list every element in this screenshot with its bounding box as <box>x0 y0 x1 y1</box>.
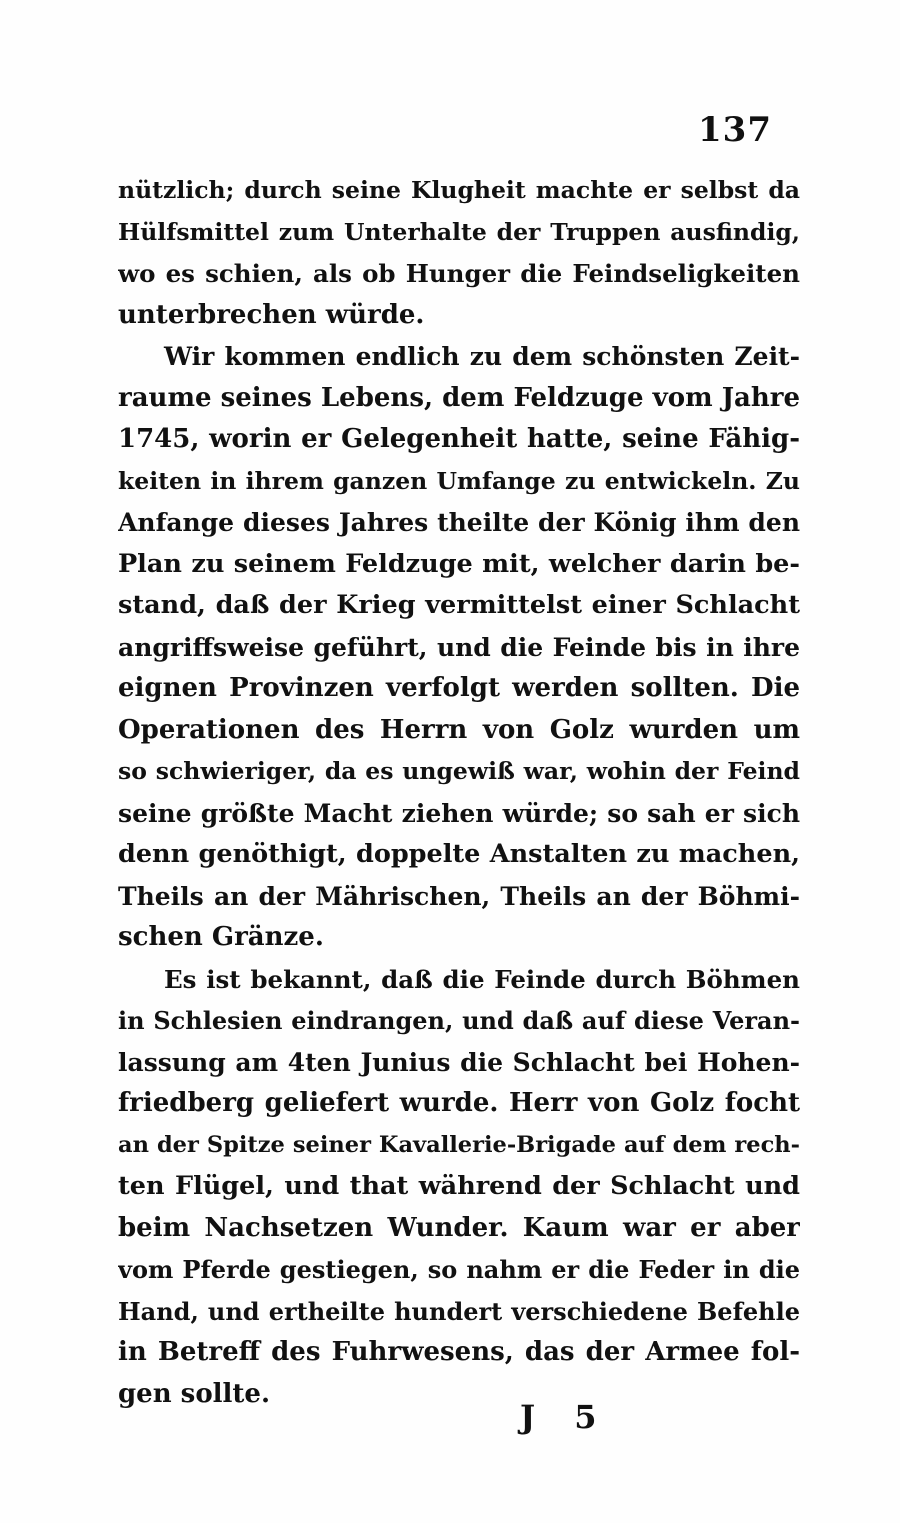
text-line: Operationen des Herrn von Golz wurden um <box>118 714 800 745</box>
text-line: in Betreff des Fuhrwesens, das der Armee fol- <box>118 1337 800 1367</box>
signature-mark: J 5 <box>520 1398 611 1436</box>
text-line: angriffsweise geführt, und die Feinde bis in ihre <box>118 632 800 662</box>
text-line: vom Pferde gestiegen, so nahm er die Feder in die <box>118 1255 800 1284</box>
text-line: schen Gränze. <box>118 922 324 952</box>
text-line: denn genöthigt, doppelte Anstalten zu machen, <box>118 839 800 869</box>
text-line: 1745, worin er Gelegenheit hatte, seine Fähig- <box>118 424 800 454</box>
text-line: Anfange dieses Jahres theilte der König ihm den <box>118 508 800 537</box>
text-line: nützlich; durch seine Klugheit machte er selbst da <box>118 176 800 204</box>
text-line: gen sollte. <box>118 1378 271 1409</box>
page-number: 137 <box>698 110 772 150</box>
text-line: beim Nachsetzen Wunder. Kaum war er aber <box>118 1212 800 1243</box>
text-line: wo es schien, als ob Hunger die Feindseligkeiten <box>118 259 800 288</box>
text-line: Wir kommen endlich zu dem schönsten Zeit- <box>164 342 800 371</box>
text-line: Hülfsmittel zum Unterhalte der Truppen ausfindig, <box>118 217 800 246</box>
text-line: lassung am 4ten Junius die Schlacht bei Hohen- <box>118 1047 800 1077</box>
text-line: friedberg geliefert wurde. Herr von Golz focht <box>118 1088 800 1118</box>
body-text <box>118 170 800 1415</box>
text-line: ten Flügel, und that während der Schlacht und <box>118 1171 800 1201</box>
text-line: Theils an der Mährischen, Theils an der Böhmi- <box>118 881 800 911</box>
text-line: stand, daß der Krieg vermittelst einer Schlacht <box>118 590 800 620</box>
text-line: Hand, und ertheilte hundert verschiedene Befehle <box>118 1296 800 1326</box>
text-line: seine größte Macht ziehen würde; so sah er sich <box>118 798 800 828</box>
text-line: unterbrechen würde. <box>118 299 425 330</box>
text-line: raume seines Lebens, dem Feldzuge vom Jahre <box>118 382 800 413</box>
text-line: eignen Provinzen verfolgt werden sollten. Die <box>118 673 800 703</box>
text-line: an der Spitze seiner Kavallerie-Brigade auf dem rech- <box>118 1131 800 1158</box>
text-line: Plan zu seinem Feldzuge mit, welcher darin be- <box>118 548 800 579</box>
text-line: keiten in ihrem ganzen Umfange zu entwickeln. Zu <box>118 466 800 495</box>
text-line: so schwieriger, da es ungewiß war, wohin der Feind <box>118 757 800 785</box>
text-line: in Schlesien eindrangen, und daß auf diese Veran- <box>118 1006 800 1035</box>
text-line: Es ist bekannt, daß die Feinde durch Böhmen <box>164 964 800 994</box>
